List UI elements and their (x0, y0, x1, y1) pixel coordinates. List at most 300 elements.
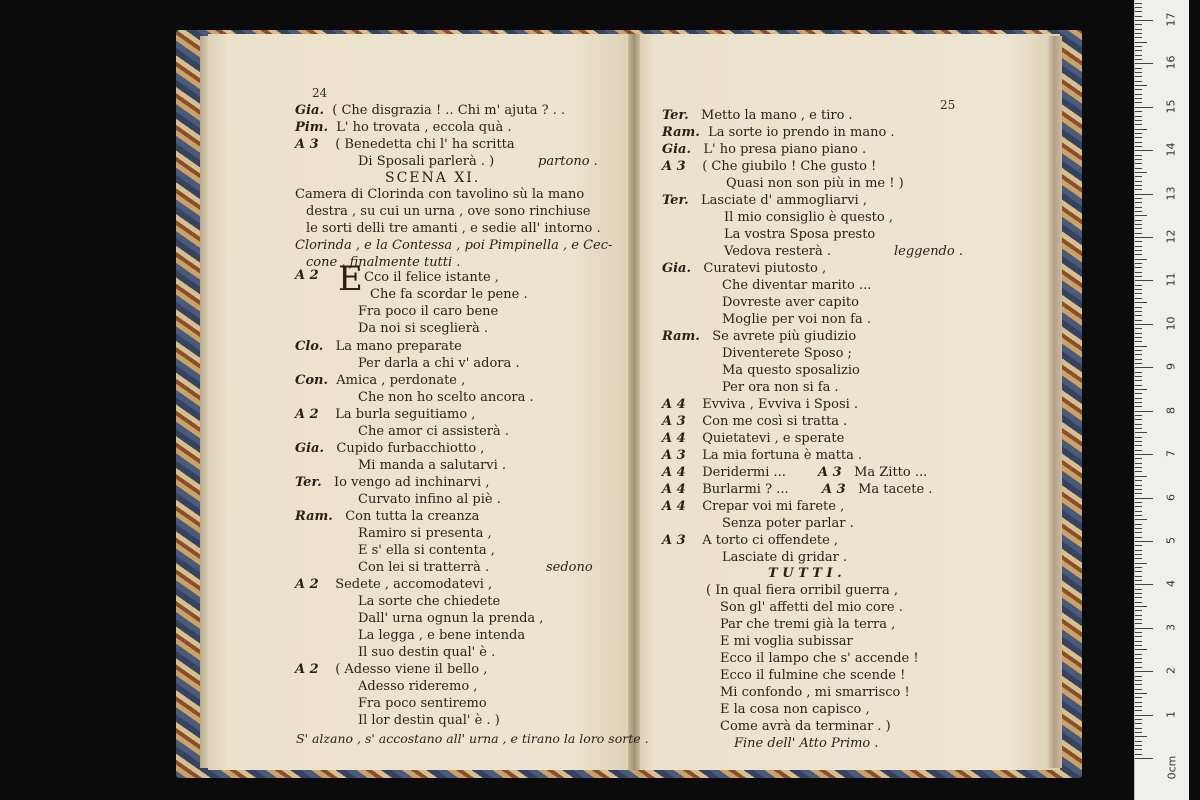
line-text: La mia fortuna è matta . (702, 448, 863, 463)
ruler-tick (1135, 72, 1142, 73)
ruler-tick (1135, 745, 1142, 746)
text-line: Il mio consiglio è questo , (724, 210, 893, 225)
ruler-tick (1135, 250, 1142, 251)
ruler-tick (1135, 124, 1142, 125)
speaker-label: A 4 (662, 397, 686, 412)
speaker-label: Gia. (295, 103, 324, 118)
ruler-tick (1135, 237, 1153, 238)
text-line (295, 441, 484, 457)
ruler-tick (1135, 63, 1153, 64)
stage-direction: leggendo . (894, 244, 963, 259)
ruler-tick (1135, 176, 1142, 177)
ruler-tick (1135, 502, 1142, 503)
line-text: Burlarmi ? ... (702, 482, 789, 497)
ruler-tick (1135, 346, 1147, 347)
ruler-tick (1135, 485, 1142, 486)
text-line: Il suo destin qual' è . (358, 645, 496, 660)
ruler-tick (1135, 554, 1142, 555)
ruler-tick (1135, 272, 1142, 273)
aside-line (822, 482, 932, 498)
ruler-tick (1135, 645, 1142, 646)
ruler-tick (1135, 662, 1142, 663)
line-text: Evviva , Evviva i Sposi . (702, 397, 859, 412)
ruler-tick (1135, 498, 1153, 499)
ruler-label: 16 (1164, 55, 1178, 70)
text-line: Senza poter parlar . (722, 516, 854, 531)
ruler-tick (1135, 445, 1142, 446)
ruler-tick (1135, 680, 1142, 681)
scene-heading: SCENA XI. (385, 170, 481, 186)
speaker-label: A 4 (662, 431, 686, 446)
aside-line (818, 465, 927, 481)
ruler-tick (1135, 385, 1142, 386)
ruler-tick (1135, 289, 1142, 290)
text-line: Par che tremi già la terra , (720, 617, 896, 632)
text-line: Per darla a chi v' adora . (358, 356, 520, 371)
ruler-tick (1135, 480, 1142, 481)
speaker-label: A 3 (662, 159, 686, 174)
ruler-tick (1135, 649, 1147, 650)
text-line: Mi confondo , mi smarrisco ! (720, 685, 910, 700)
ruler-tick (1135, 441, 1142, 442)
ruler-tick (1135, 545, 1142, 546)
speaker-label: Ram. (662, 329, 700, 344)
ruler-tick (1135, 602, 1142, 603)
text-line: Ma questo sposalizio (722, 363, 860, 378)
text-line (662, 193, 867, 209)
ruler-tick (1135, 55, 1142, 56)
ruler-tick (1135, 380, 1142, 381)
ruler-tick (1135, 389, 1147, 390)
ruler-tick (1135, 519, 1147, 520)
line-text: Amica , perdonate , (336, 373, 466, 388)
line-text: Lasciate d' ammogliarvi , (701, 193, 867, 208)
ruler-tick (1135, 715, 1153, 716)
ruler-tick (1135, 129, 1147, 130)
ruler-tick (1135, 276, 1142, 277)
ruler-tick (1135, 702, 1142, 703)
ruler-tick (1135, 524, 1142, 525)
ruler-tick (1135, 584, 1153, 585)
ruler-tick (1135, 676, 1142, 677)
line-text: Ma Zitto ... (854, 465, 928, 480)
text-line: Moglie per voi non fa . (722, 312, 871, 327)
line-text: ( Benedetta chi l' ha scritta (335, 137, 515, 152)
text-line: Dovreste aver capito (722, 295, 859, 310)
ruler-label: 12 (1164, 229, 1178, 244)
ruler-tick (1135, 615, 1142, 616)
speaker-label: Pim. (295, 120, 328, 135)
speaker-label: Ram. (662, 125, 700, 140)
line-text: ( Che giubilo ! Che gusto ! (702, 159, 877, 174)
text-line (662, 482, 789, 498)
act-ending: Fine dell' Atto Primo . (734, 736, 879, 751)
speaker-label: A 2 (295, 407, 319, 422)
text-line: Che diventar marito ... (722, 278, 872, 293)
ruler-tick (1135, 341, 1142, 342)
ruler-tick (1135, 293, 1142, 294)
text-line: Camera di Clorinda con tavolino sù la mano (295, 187, 585, 202)
ruler-tick (1135, 159, 1142, 160)
ruler-tick (1135, 411, 1153, 412)
text-line (662, 533, 838, 549)
ruler-tick (1135, 111, 1142, 112)
ruler-tick (1135, 506, 1142, 507)
line-text: Con me così si tratta . (702, 414, 848, 429)
ruler-tick (1135, 415, 1142, 416)
ruler-tick (1135, 493, 1142, 494)
text-line (662, 159, 876, 175)
speaker-label: A 2 (295, 577, 319, 592)
text-line: Fra poco il caro bene (358, 304, 499, 319)
ruler-tick (1135, 320, 1142, 321)
ruler-tick (1135, 16, 1142, 17)
text-line (295, 475, 489, 491)
line-text: Metto la mano , e tiro . (701, 108, 853, 123)
speaker-label: A 4 (662, 465, 686, 480)
ruler-tick (1135, 33, 1142, 34)
text-line (662, 465, 786, 481)
page-number-right: 25 (940, 98, 956, 112)
stage-direction: sedono (546, 560, 593, 575)
ruler-label: 7 (1164, 450, 1178, 458)
text-line: Per ora non si fa . (722, 380, 839, 395)
text-line: E s' ella si contenta , (358, 543, 495, 558)
ruler-tick (1135, 85, 1147, 86)
ruler-tick (1135, 758, 1153, 759)
text-line: Ecco il fulmine che scende ! (720, 668, 906, 683)
line-text: La burla seguitiamo , (335, 407, 476, 422)
ruler-tick (1135, 558, 1142, 559)
text-line (295, 137, 515, 153)
ruler-tick (1135, 259, 1147, 260)
ruler-tick (1135, 224, 1142, 225)
ruler-label: 8 (1164, 406, 1178, 414)
speaker-label: A 3 (662, 448, 686, 463)
ruler-tick (1135, 576, 1142, 577)
ruler-tick (1135, 749, 1142, 750)
ruler-tick (1135, 628, 1153, 629)
ruler-tick (1135, 728, 1142, 729)
ruler-tick (1135, 454, 1153, 455)
ruler-tick (1135, 168, 1142, 169)
ruler-tick (1135, 142, 1142, 143)
ruler-tick (1135, 432, 1147, 433)
ruler-tick (1135, 7, 1142, 8)
ruler-tick (1135, 172, 1147, 173)
text-line: Con lei si tratterrà . (358, 560, 490, 575)
ruler-tick (1135, 532, 1142, 533)
ruler-tick (1135, 29, 1142, 30)
ruler-tick (1135, 684, 1142, 685)
ruler-tick (1135, 81, 1142, 82)
ruler-tick (1135, 619, 1142, 620)
ruler-tick (1135, 563, 1147, 564)
ruler-tick (1135, 267, 1142, 268)
text-line: Che amor ci assisterà . (358, 424, 510, 439)
ruler-tick (1135, 198, 1142, 199)
ruler-tick (1135, 89, 1142, 90)
speaker-label: Con. (295, 373, 328, 388)
text-line (662, 142, 866, 158)
ruler-tick (1135, 220, 1142, 221)
book-gutter (628, 34, 640, 770)
ruler-tick (1135, 46, 1142, 47)
speaker-label: A 2 (295, 268, 319, 283)
ruler-label: 2 (1164, 667, 1178, 675)
page-number-left: 24 (312, 86, 328, 100)
tutti-heading: T U T T I . (768, 566, 842, 581)
ruler-tick (1135, 133, 1142, 134)
ruler-tick (1135, 333, 1142, 334)
ruler-tick (1135, 285, 1142, 286)
ruler-tick (1135, 476, 1147, 477)
ruler-tick (1135, 667, 1142, 668)
text-line: Adesso rideremo , (358, 679, 478, 694)
ruler-tick (1135, 11, 1142, 12)
ruler-label: 15 (1164, 99, 1178, 114)
speaker-label: A 2 (295, 662, 319, 677)
line-text: La mano preparate (335, 339, 462, 354)
ruler-tick (1135, 363, 1142, 364)
ruler-tick (1135, 398, 1142, 399)
ruler-tick (1135, 723, 1142, 724)
text-line (295, 577, 492, 593)
ruler-tick (1135, 241, 1142, 242)
ruler-label: 6 (1164, 493, 1178, 501)
ruler-tick (1135, 20, 1153, 21)
ruler-tick (1135, 697, 1142, 698)
ruler-tick (1135, 98, 1142, 99)
ruler-tick (1135, 146, 1142, 147)
line-text: L' ho trovata , eccola quà . (336, 120, 512, 135)
ruler-tick (1135, 632, 1142, 633)
text-line: Che fa scordar le pene . (370, 287, 528, 302)
speaker-label: A 4 (662, 482, 686, 497)
ruler-tick (1135, 658, 1142, 659)
ruler-tick (1135, 541, 1153, 542)
text-line: Son gl' affetti del mio core . (720, 600, 903, 615)
ruler-tick (1135, 76, 1142, 77)
stage-direction: S' alzano , s' accostano all' urna , e tirano la loro sorte . (296, 731, 649, 746)
ruler-tick (1135, 307, 1142, 308)
ruler-tick (1135, 68, 1142, 69)
ruler-tick (1135, 354, 1142, 355)
ruler-tick (1135, 163, 1142, 164)
ruler-tick (1135, 606, 1147, 607)
ruler-tick (1135, 550, 1142, 551)
line-text: Se avrete più giudizio (712, 329, 857, 344)
ruler-tick (1135, 706, 1142, 707)
speaker-label: A 3 (662, 414, 686, 429)
text-line (295, 103, 565, 119)
ruler-tick (1135, 50, 1142, 51)
line-text: Deridermi ... (702, 465, 786, 480)
character-list: cone , finalmente tutti . (306, 255, 461, 270)
ruler-tick (1135, 24, 1142, 25)
speaker-label: A 3 (822, 482, 846, 497)
ruler-tick (1135, 185, 1142, 186)
ruler-tick (1135, 189, 1142, 190)
ruler-tick (1135, 467, 1142, 468)
text-line: La sorte che chiedete (358, 594, 501, 609)
ruler-label: 14 (1164, 142, 1178, 157)
speaker-label: Ter. (662, 108, 689, 123)
ruler-tick (1135, 623, 1142, 624)
ruler-tick (1135, 42, 1147, 43)
ruler-tick (1135, 393, 1142, 394)
text-line: Come avrà da terminar . ) (720, 719, 891, 734)
text-line (662, 125, 895, 141)
text-line (295, 509, 479, 525)
ruler-label: 17 (1164, 12, 1178, 27)
ruler-label: 10 (1164, 316, 1178, 331)
text-line: Ramiro si presenta , (358, 526, 492, 541)
text-line: La vostra Sposa presto (724, 227, 876, 242)
ruler-tick (1135, 741, 1142, 742)
text-line (295, 339, 462, 355)
speaker-label: A 3 (295, 137, 319, 152)
text-line (662, 108, 853, 124)
ruler-tick (1135, 150, 1153, 151)
text-line (662, 261, 826, 277)
drop-cap-E: E (338, 259, 363, 299)
line-text: Cupido furbacchiotto , (336, 441, 485, 456)
ruler-tick (1135, 315, 1142, 316)
ruler-tick (1135, 246, 1142, 247)
ruler-tick (1135, 580, 1142, 581)
ruler-tick (1135, 367, 1153, 368)
ruler-tick (1135, 736, 1147, 737)
line-text: Crepar voi mi farete , (702, 499, 845, 514)
text-line: destra , su cui un urna , ove sono rinchiuse (306, 204, 591, 219)
page-stack-edge-right (1046, 36, 1062, 768)
ruler-tick (1135, 402, 1142, 403)
ruler-tick (1135, 107, 1153, 108)
ruler-tick (1135, 693, 1147, 694)
text-line: Quasi non son più in me ! ) (726, 176, 904, 191)
text-line: Il lor destin qual' è . ) (358, 713, 500, 728)
ruler-tick (1135, 528, 1142, 529)
text-line: Curvato infino al piè . (358, 492, 501, 507)
ruler-tick (1135, 3, 1142, 4)
text-line (662, 414, 847, 430)
ruler-tick (1135, 406, 1142, 407)
ruler-label: 13 (1164, 186, 1178, 201)
ruler-tick (1135, 181, 1142, 182)
text-line: La legga , e bene intenda (358, 628, 526, 643)
ruler-tick (1135, 458, 1142, 459)
text-line (295, 120, 512, 136)
ruler-tick (1135, 302, 1147, 303)
text-line (662, 397, 858, 413)
text-line: Diventerete Sposo ; (722, 346, 852, 361)
character-list: Clorinda , e la Contessa , poi Pimpinella , e Cec- (295, 238, 613, 253)
ruler-tick (1135, 202, 1142, 203)
ruler-tick (1135, 337, 1142, 338)
speaker-label: Ter. (295, 475, 322, 490)
ruler-tick (1135, 280, 1153, 281)
ruler-tick (1135, 215, 1147, 216)
text-line: ( In qual fiera orribil guerra , (706, 583, 899, 598)
text-line: le sorti delli tre amanti , e sedie all' intorno . (306, 221, 601, 236)
ruler-tick (1135, 710, 1142, 711)
text-line: Lasciate di gridar . (722, 550, 848, 565)
ruler-label: 5 (1164, 536, 1178, 544)
ruler-tick (1135, 116, 1142, 117)
ruler-tick (1135, 350, 1142, 351)
text-line: Cco il felice istante , (364, 270, 499, 285)
ruler-tick (1135, 515, 1142, 516)
ruler-tick (1135, 359, 1142, 360)
ruler-tick (1135, 671, 1153, 672)
ruler-tick (1135, 589, 1142, 590)
line-text: La sorte io prendo in mano . (708, 125, 895, 140)
ruler-label: 3 (1164, 623, 1178, 631)
text-line (295, 662, 487, 678)
ruler-tick (1135, 754, 1142, 755)
ruler-tick (1135, 298, 1142, 299)
line-text: Sedete , accomodatevi , (335, 577, 493, 592)
ruler-tick (1135, 233, 1142, 234)
text-line (662, 431, 844, 447)
line-text: Io vengo ad inchinarvi , (334, 475, 490, 490)
ruler-label: 4 (1164, 580, 1178, 588)
ruler-tick (1135, 537, 1142, 538)
ruler-tick (1135, 463, 1142, 464)
text-line: Mi manda a salutarvi . (358, 458, 507, 473)
ruler-label: 9 (1164, 363, 1178, 371)
line-text: Con tutta la creanza (345, 509, 480, 524)
ruler-tick (1135, 489, 1142, 490)
ruler-tick (1135, 571, 1142, 572)
ruler-tick (1135, 597, 1142, 598)
speaker-label: Gia. (662, 142, 691, 157)
ruler-label: 11 (1164, 272, 1178, 287)
ruler-tick (1135, 732, 1142, 733)
line-text: ( Che disgrazia ! .. Chi m' ajuta ? . . (332, 103, 566, 118)
ruler-tick (1135, 120, 1142, 121)
ruler-tick (1135, 194, 1153, 195)
ruler-tick (1135, 450, 1142, 451)
ruler-tick (1135, 328, 1142, 329)
text-line (358, 154, 494, 170)
speaker-label: Ram. (295, 509, 333, 524)
ruler-tick (1135, 207, 1142, 208)
text-line: Dall' urna ognun la prenda , (358, 611, 544, 626)
line-text: Quietatevi , e sperate (702, 431, 845, 446)
speaker-label: Ter. (662, 193, 689, 208)
ruler-tick (1135, 228, 1142, 229)
text-line (662, 499, 844, 515)
ruler-tick (1135, 636, 1142, 637)
text-line (295, 407, 475, 423)
text-line: E la cosa non capisco , (720, 702, 870, 717)
text-line: Vedova resterà . (724, 244, 831, 259)
ruler-tick (1135, 641, 1142, 642)
line-text: Curatevi piutosto , (703, 261, 827, 276)
ruler-tick (1135, 424, 1142, 425)
ruler-tick (1135, 593, 1142, 594)
speaker-label: A 3 (818, 465, 842, 480)
speaker-label: A 4 (662, 499, 686, 514)
ruler-tick (1135, 437, 1142, 438)
ruler-tick (1135, 376, 1142, 377)
text-line: Ecco il lampo che s' accende ! (720, 651, 919, 666)
text-line (662, 448, 862, 464)
ruler-tick (1135, 137, 1142, 138)
speaker-label: Gia. (662, 261, 691, 276)
